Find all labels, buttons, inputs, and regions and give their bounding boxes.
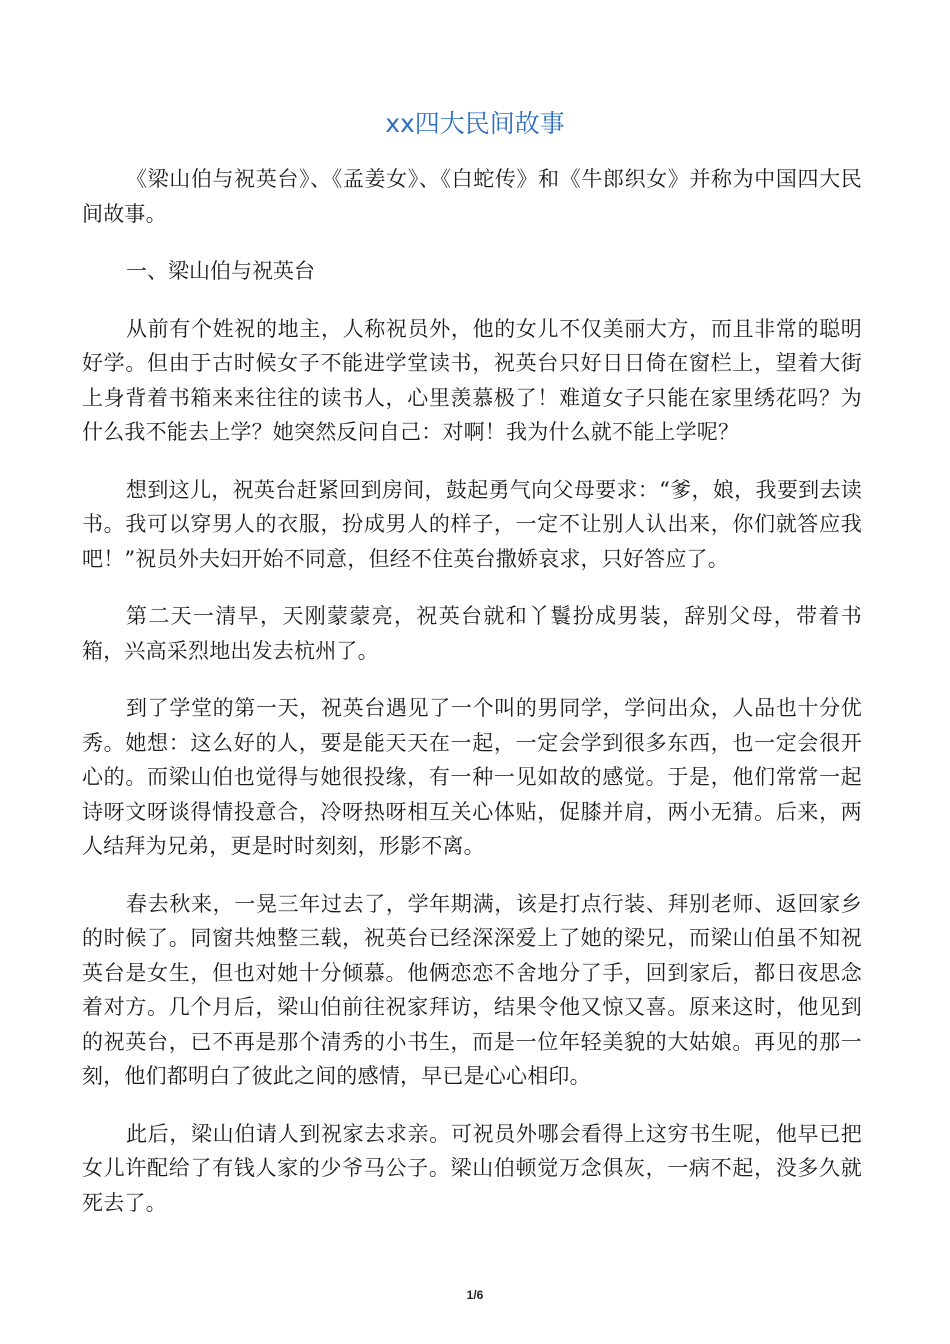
- document-body: [82, 162, 862, 1243]
- document-title: xx四大民间故事: [385, 109, 565, 138]
- story-paragraph: 第二天一清早，天刚蒙蒙亮，祝英台就和丫鬟扮成男装，辞别父母，带着书箱，兴高采烈地出发去杭州了。: [82, 604, 862, 663]
- story-paragraph: 从前有个姓祝的地主，人称祝员外，他的女儿不仅美丽大方，而且非常的聪明好学。但由于古时候女子不能进学堂读书，祝英台只好日日倚在窗栏上，望着大街上身背着书箱来来往往的读书人，心里羡慕极了！难道女子只能在家里绣花吗？为什么我不能去上学？她突然反问自己：对啊！我为什么就不能上学呢？: [82, 316, 862, 444]
- intro-paragraph: 《梁山伯与祝英台》、《孟姜女》、《白蛇传》和《牛郎织女》并称为中国四大民间故事。: [82, 167, 862, 226]
- page-number: 1/6: [466, 1288, 484, 1302]
- story-paragraph: 春去秋来，一晃三年过去了，学年期满，该是打点行装、拜别老师、返回家乡的时候了。同窗共烛整三载，祝英台已经深深爱上了她的梁兄，而梁山伯虽不知祝英台是女生，但也对她十分倾慕。他俩恋恋不舍地分了手，回到家后，都日夜思念着对方。几个月后，梁山伯前往祝家拜访，结果令他又惊又喜。原来这时，他见到的祝英台，已不再是那个清秀的小书生，而是一位年轻美貌的大姑娘。再见的那一刻，他们都明白了彼此之间的感情，早已是心心相印。: [82, 891, 862, 1088]
- story-paragraph: 想到这儿，祝英台赶紧回到房间，鼓起勇气向父母要求：“爹，娘，我要到去读书。我可以穿男人的衣服，扮成男人的样子，一定不让别人认出来，你们就答应我吧！”祝员外夫妇开始不同意，但经不住英台撒娇哀求，只好答应了。: [82, 477, 862, 571]
- story-paragraph: 到了学堂的第一天，祝英台遇见了一个叫的男同学，学问出众，人品也十分优秀。她想：这么好的人，要是能天天在一起，一定会学到很多东西，也一定会很开心的。而梁山伯也觉得与她很投缘，有一种一见如故的感觉。于是，他们常常一起诗呀文呀谈得情投意合，冷呀热呀相互关心体贴，促膝并肩，两小无猜。后来，两人结拜为兄弟，更是时时刻刻，形影不离。: [82, 696, 862, 858]
- story-paragraph: 此后，梁山伯请人到祝家去求亲。可祝员外哪会看得上这穷书生呢，他早已把女儿许配给了有钱人家的少爷马公子。梁山伯顿觉万念俱灰，一病不起，没多久就死去了。: [82, 1121, 862, 1215]
- section-heading: 一、梁山伯与祝英台: [126, 259, 315, 283]
